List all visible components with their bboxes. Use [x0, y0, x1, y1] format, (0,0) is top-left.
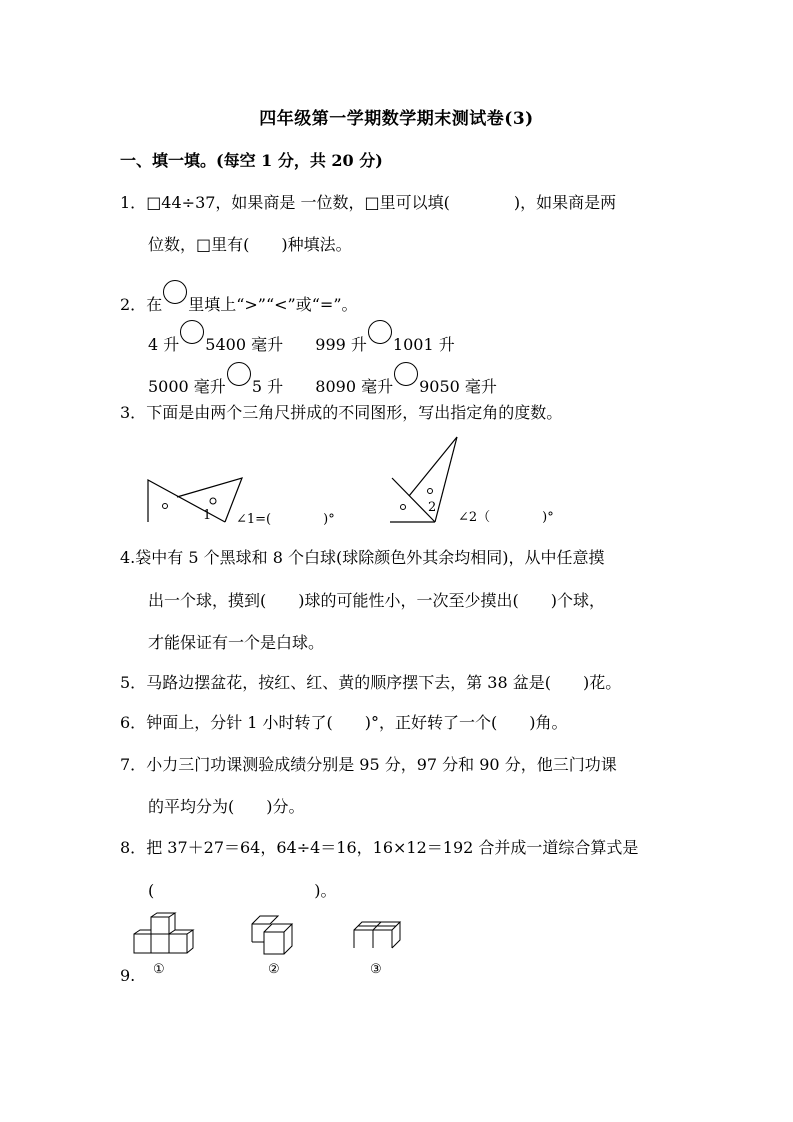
- question-1: [120, 190, 616, 213]
- question-4: [120, 545, 604, 568]
- compare-left: 5000 毫升: [148, 377, 226, 396]
- question-9-number: 9.: [120, 966, 136, 985]
- answer-circle[interactable]: [368, 320, 392, 344]
- compare-right: 5400 毫升: [205, 335, 284, 354]
- compare-left: 4 升: [148, 335, 180, 354]
- question-7-line-2: 的平均分为( )分。: [148, 797, 305, 816]
- triangle-figure-1: [140, 470, 250, 525]
- compare-row-1: [148, 320, 455, 355]
- question-number: 8．: [120, 838, 147, 857]
- question-number: 3．: [120, 403, 147, 422]
- question-text: 把 37＋27＝64，64÷4＝16，16×12＝192 合并成一道综合算式是: [146, 838, 639, 857]
- question-number: 7．: [120, 755, 147, 774]
- question-7: [120, 752, 617, 775]
- question-text: 袋中有 5 个黑球和 8 个白球(球除颜色外其余均相同)，从中任意摸: [135, 548, 605, 567]
- compare-left: 999 升: [315, 335, 367, 354]
- angle-1-label: 1: [203, 508, 212, 523]
- question-text: 钟面上，分针 1 小时转了( )°，正好转了一个( )角。: [146, 713, 568, 732]
- answer-circle[interactable]: [394, 362, 418, 386]
- section-heading: 一、填一填。(每空 1 分，共 20 分): [120, 151, 383, 170]
- compare-right: 1001 升: [392, 335, 455, 354]
- question-text: 在: [146, 295, 163, 314]
- figure-label-2: ②: [268, 962, 280, 977]
- question-number: 4.: [120, 548, 136, 567]
- question-text: □44÷37，如果商是 一位数，□里可以填( )，如果商是两: [146, 193, 617, 212]
- answer-circle[interactable]: [163, 280, 187, 304]
- triangle-figure-2: [385, 435, 465, 525]
- question-4-line-3: 才能保证有一个是白球。: [148, 633, 325, 652]
- angle-2-answer[interactable]: ∠2（ )°: [458, 510, 554, 525]
- cube-figure-1: [133, 912, 195, 958]
- compare-right: 5 升: [251, 377, 284, 396]
- compare-left: 8090 毫升: [315, 377, 394, 396]
- angle-1-answer[interactable]: ∠1=( )°: [236, 512, 335, 527]
- figure-label-3: ③: [370, 962, 382, 977]
- answer-circle[interactable]: [227, 362, 251, 386]
- figure-label-1: ①: [153, 962, 165, 977]
- question-8-line-2: ( )。: [148, 881, 337, 900]
- compare-row-2: [148, 362, 497, 397]
- answer-circle[interactable]: [180, 320, 204, 344]
- question-text: 里填上“>”“<”或“=”。: [188, 295, 358, 314]
- cube-figure-2: [250, 912, 298, 958]
- question-4-line-2: 出一个球，摸到( )球的可能性小，一次至少摸出( )个球，: [148, 591, 605, 610]
- page-title: 四年级第一学期数学期末测试卷(3): [259, 109, 534, 129]
- question-number: 2．: [120, 295, 147, 314]
- cube-figure-3: [352, 912, 404, 952]
- compare-right: 9050 毫升: [419, 377, 497, 396]
- question-number: 5．: [120, 673, 147, 692]
- question-text: 马路边摆盆花，按红、红、黄的顺序摆下去，第 38 盆是( )花。: [146, 673, 622, 692]
- question-6: [120, 710, 568, 733]
- question-number: 1．: [120, 193, 147, 212]
- question-1-line-2: 位数，□里有( )种填法。: [148, 235, 352, 254]
- question-8: [120, 835, 638, 858]
- question-2: [120, 280, 358, 315]
- question-5: [120, 670, 621, 693]
- angle-2-label: 2: [428, 500, 437, 515]
- question-number: 6．: [120, 713, 147, 732]
- question-text: 下面是由两个三角尺拼成的不同图形，写出指定角的度数。: [146, 403, 563, 422]
- question-text: 小力三门功课测验成绩分别是 95 分，97 分和 90 分，他三门功课: [146, 755, 617, 774]
- question-3: [120, 400, 562, 423]
